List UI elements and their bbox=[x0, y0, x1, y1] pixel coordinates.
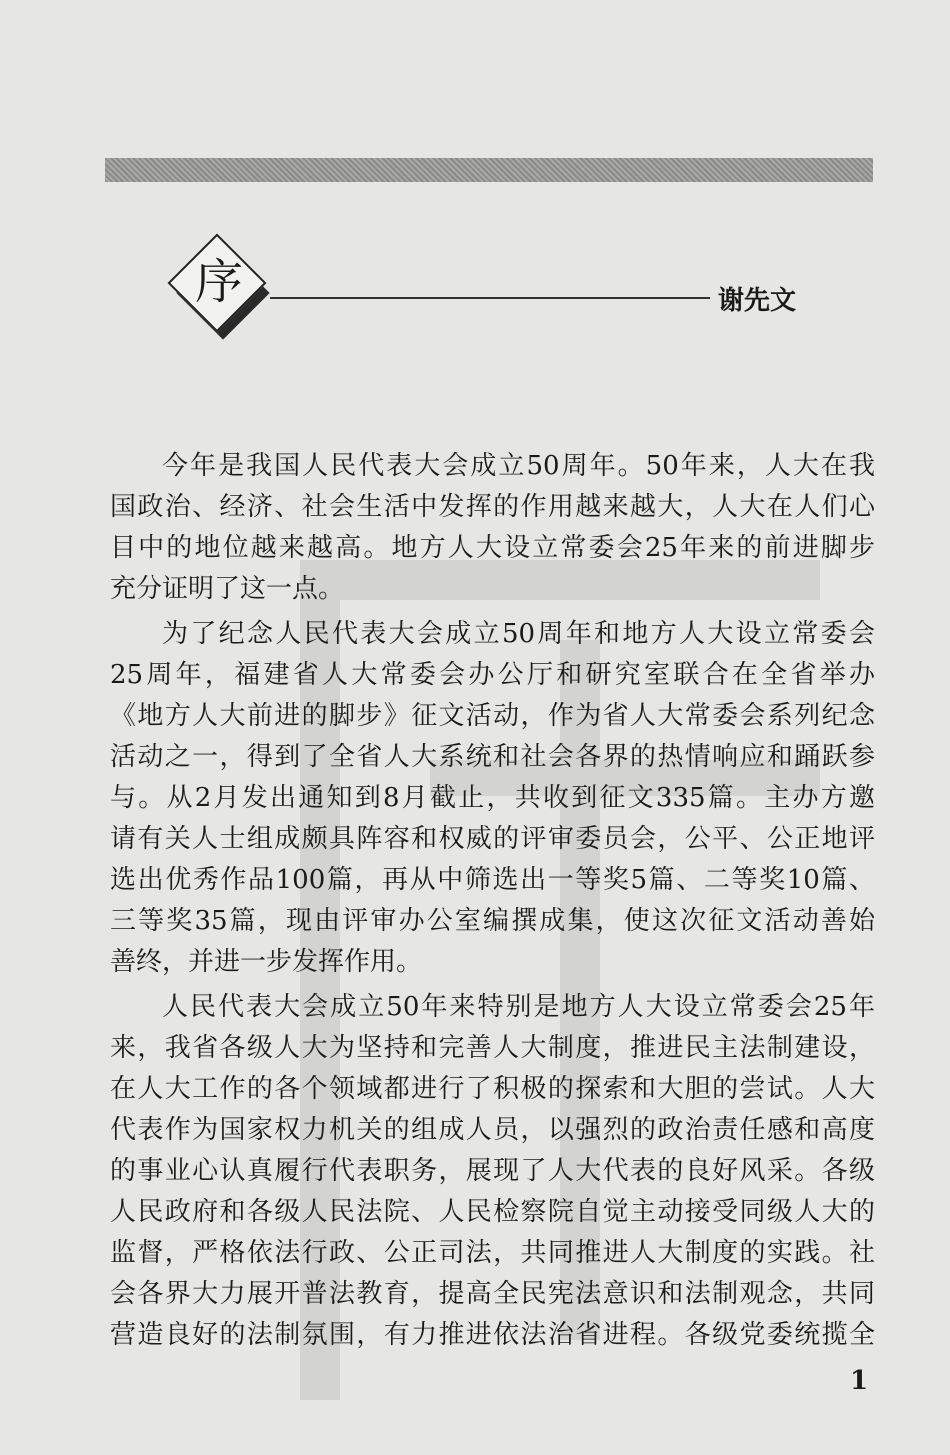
text-line: 监督，严格依法行政、公正司法，共同推进人大制度的实践。社 bbox=[110, 1238, 875, 1268]
paragraph bbox=[110, 614, 875, 983]
author-name: 谢先文 bbox=[718, 286, 797, 316]
text-line: 国政治、经济、社会生活中发挥的作用越来越大，人大在人们心 bbox=[110, 492, 875, 522]
page-number: 1 bbox=[850, 1366, 869, 1396]
text-line: 人民政府和各级人民法院、人民检察院自觉主动接受同级人大的 bbox=[110, 1197, 875, 1227]
text-line: 选出优秀作品100篇，再从中筛选出一等奖5篇、二等奖10篇、 bbox=[110, 865, 875, 895]
body-text bbox=[110, 446, 875, 1356]
text-line: 在人大工作的各个领域都进行了积极的探索和大胆的尝试。人大 bbox=[110, 1074, 875, 1104]
text-line: 善终，并进一步发挥作用。 bbox=[110, 947, 423, 977]
heading-rule bbox=[270, 297, 710, 299]
text-line: 的事业心认真履行代表职务，展现了人大代表的良好风采。各级 bbox=[110, 1156, 875, 1186]
text-line: 活动之一，得到了全省人大系统和社会各界的热情响应和踊跃参 bbox=[110, 742, 875, 772]
text-line: 目中的地位越来越高。地方人大设立常委会25年来的前进脚步 bbox=[110, 533, 875, 563]
text-line: 营造良好的法制氛围，有力推进依法治省进程。各级党委统揽全 bbox=[110, 1320, 875, 1350]
text-line: 会各界大力展开普法教育，提高全民宪法意识和法制观念，共同 bbox=[110, 1279, 875, 1309]
text-line: 今年是我国人民代表大会成立50周年。50年来，人大在我 bbox=[162, 451, 875, 481]
text-line: 25周年，福建省人大常委会办公厅和研究室联合在全省举办 bbox=[110, 660, 875, 690]
header-bar bbox=[105, 158, 873, 182]
text-line: 与。从2月发出通知到8月截止，共收到征文335篇。主办方邀 bbox=[110, 783, 875, 813]
chapter-heading bbox=[160, 230, 880, 350]
paragraph bbox=[110, 987, 875, 1356]
text-line: 人民代表大会成立50年来特别是地方人大设立常委会25年 bbox=[162, 992, 875, 1022]
chapter-title: 序 bbox=[194, 254, 243, 310]
text-line: 为了纪念人民代表大会成立50周年和地方人大设立常委会 bbox=[162, 619, 875, 649]
text-line: 三等奖35篇，现由评审办公室编撰成集，使这次征文活动善始 bbox=[110, 906, 875, 936]
text-line: 充分证明了这一点。 bbox=[110, 574, 345, 604]
text-line: 《地方人大前进的脚步》征文活动，作为省人大常委会系列纪念 bbox=[110, 701, 875, 731]
text-line: 代表作为国家权力机关的组成人员，以强烈的政治责任感和高度 bbox=[110, 1115, 875, 1145]
paragraph bbox=[110, 446, 875, 610]
text-line: 来，我省各级人大为坚持和完善人大制度，推进民主法制建设， bbox=[110, 1033, 875, 1063]
text-line: 请有关人士组成颇具阵容和权威的评审委员会，公平、公正地评 bbox=[110, 824, 875, 854]
